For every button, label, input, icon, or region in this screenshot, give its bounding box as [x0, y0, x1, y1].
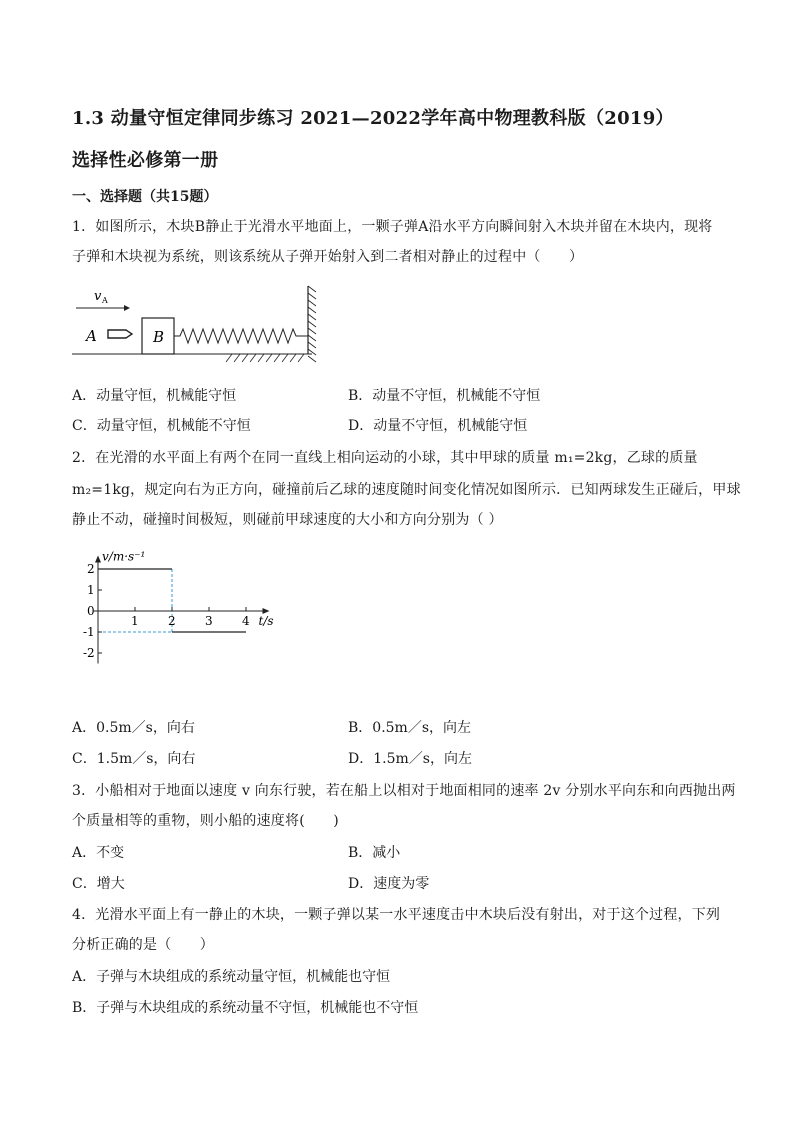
- section-heading: 一、选择题（共15题）: [72, 189, 218, 205]
- q1-text-line1: 1．如图所示，木块B静止于光滑水平地面上，一颗子弹A沿水平方向瞬间射入木块并留在木块内，现将: [72, 219, 713, 235]
- q2-option-c[interactable]: C．1.5m／s，向右: [72, 751, 196, 767]
- q2-text-line1: 2．在光滑的水平面上有两个在同一直线上相向运动的小球，其中甲球的质量 m₁=2kg，乙球的质量: [72, 450, 698, 466]
- q1-text-line2: 子弹和木块视为系统，则该系统从子弹开始射入到二者相对静止的过程中（ ）: [72, 249, 584, 265]
- y-axis-arrowhead: [95, 556, 101, 563]
- q2-velocity-time-chart: [60, 538, 280, 668]
- y-tick-label: -1: [83, 625, 95, 639]
- q3-option-c[interactable]: C．增大: [72, 876, 125, 892]
- q1-option-c[interactable]: C．动量守恒，机械能不守恒: [72, 418, 251, 434]
- y-tick-label: 2: [87, 562, 95, 576]
- document-title-line2: 选择性必修第一册: [72, 150, 219, 171]
- q2-option-b[interactable]: B．0.5m／s，向左: [348, 720, 472, 736]
- q4-text-line2: 分析正确的是（ ）: [72, 937, 214, 953]
- q1-option-d[interactable]: D．动量不守恒，机械能守恒: [348, 418, 528, 434]
- q4-text-line1: 4．光滑水平面上有一静止的木块，一颗子弹以某一水平速度击中木块后没有射出，对于这个过程，下列: [72, 907, 721, 923]
- q3-option-a[interactable]: A．不变: [72, 845, 125, 861]
- y-axis-label: v/m·s⁻¹: [102, 549, 146, 564]
- q1-wall-hatching: [308, 286, 316, 362]
- q4-option-b[interactable]: B．子弹与木块组成的系统动量不守恒，机械能也不守恒: [72, 1000, 419, 1016]
- q2-text-line3: 静止不动，碰撞时间极短，则碰前甲球速度的大小和方向分别为（ ）: [72, 512, 503, 528]
- q3-option-d[interactable]: D．速度为零: [348, 876, 430, 892]
- q1-spring: [174, 329, 308, 343]
- q1-ground-hatching: [226, 354, 304, 362]
- q3-text-line2: 个质量相等的重物，则小船的速度将( ): [72, 813, 339, 829]
- q2-option-d[interactable]: D．1.5m／s，向左: [348, 751, 472, 767]
- x-tick-label: 1: [131, 614, 139, 628]
- q1-block-label: B: [153, 328, 165, 346]
- x-tick-label: 4: [242, 614, 250, 628]
- q1-option-a[interactable]: A．动量守恒，机械能守恒: [72, 388, 237, 404]
- q1-figure: [72, 280, 332, 368]
- y-tick-label: 0: [87, 604, 95, 618]
- q1-option-b[interactable]: B．动量不守恒，机械能不守恒: [348, 388, 541, 404]
- q1-bullet-label: A: [86, 327, 97, 345]
- q4-option-a[interactable]: A．子弹与木块组成的系统动量守恒，机械能也守恒: [72, 969, 391, 985]
- x-tick-label: 2: [168, 614, 176, 628]
- q1-velocity-subscript: A: [102, 296, 108, 305]
- q3-text-line1: 3．小船相对于地面以速度 v 向东行驶，若在船上以相对于地面相同的速率 2v 分别水平向东和向西抛出两: [72, 783, 736, 799]
- y-tick-label: 1: [87, 583, 95, 597]
- q1-velocity-arrowhead: [124, 305, 130, 311]
- y-tick-label: -2: [83, 646, 95, 660]
- x-tick-label: 3: [205, 614, 213, 628]
- q3-option-b[interactable]: B．减小: [348, 845, 401, 861]
- document-title-line1: 1.3 动量守恒定律同步练习 2021—2022学年高中物理教科版（2019）: [72, 108, 674, 129]
- q1-bullet: [108, 330, 132, 338]
- x-axis-label: t/s: [258, 614, 274, 628]
- q1-velocity-label: v: [94, 289, 102, 304]
- q2-option-a[interactable]: A．0.5m／s，向右: [72, 720, 195, 736]
- q2-text-line2: m₂=1kg，规定向右为正方向，碰撞前后乙球的速度随时间变化情况如图所示．已知两球发生正碰后，甲球: [72, 482, 741, 498]
